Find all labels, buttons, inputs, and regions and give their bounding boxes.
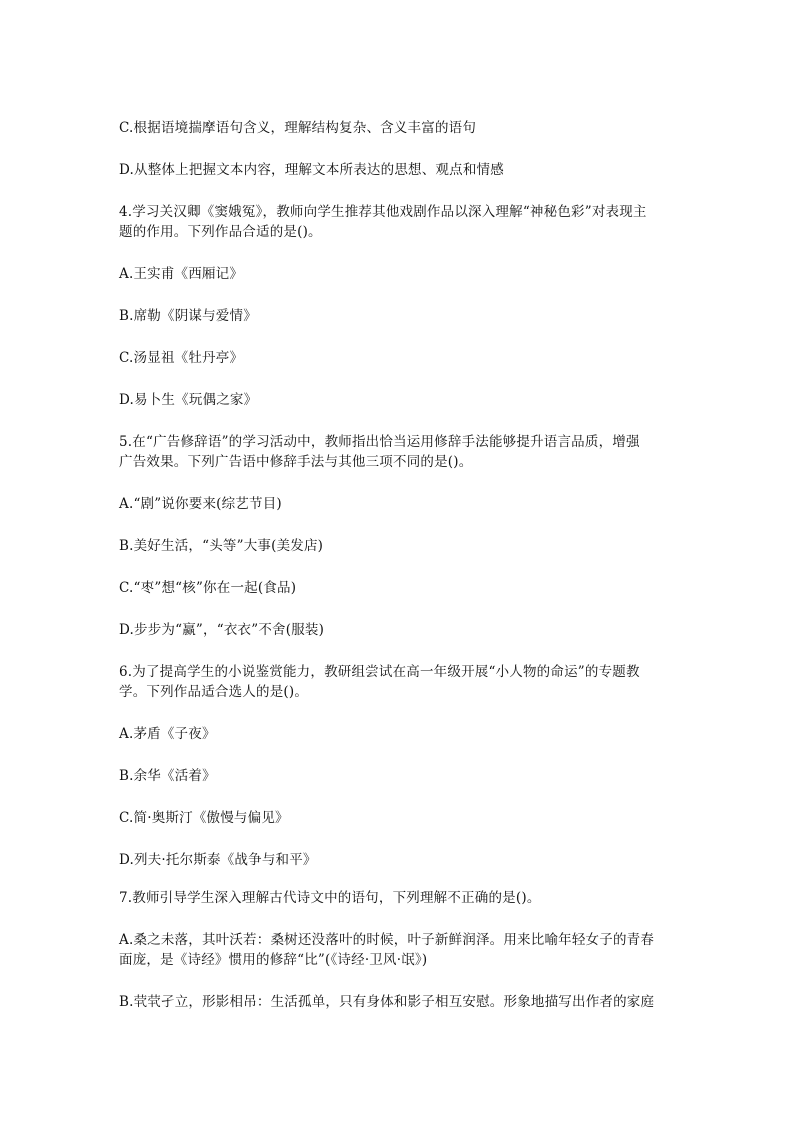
option-a-q4: A.王实甫《西厢记》 [119, 266, 244, 282]
option-d-q4: D.易卜生《玩偶之家》 [119, 392, 258, 408]
question-5-line-1: 5.在“广告修辞语”的学习活动中，教师指出恰当运用修辞手法能够提升语言品质，增强 [119, 434, 640, 450]
option-c-q3: C.根据语境揣摩语句含义，理解结构复杂、含义丰富的语句 [119, 120, 477, 136]
option-a-q7-line-1: A.桑之未落，其叶沃若：桑树还没落叶的时候，叶子新鲜润泽。用来比喻年轻女子的青春 [119, 932, 655, 948]
question-7: 7.教师引导学生深入理解古代诗文中的语句，下列理解不正确的是()。 [119, 890, 541, 906]
question-6-line-1: 6.为了提高学生的小说鉴赏能力，教研组尝试在高一年级开展“小人物的命运”的专题教 [119, 664, 640, 680]
option-d-q3: D.从整体上把握文本内容，理解文本所表达的思想、观点和情感 [119, 162, 504, 178]
option-a-q6: A.茅盾《子夜》 [119, 726, 216, 742]
option-b-q7-line-1: B.茕茕孑立，形影相吊：生活孤单，只有身体和影子相互安慰。形象地描写出作者的家庭 [119, 994, 655, 1010]
question-4-line-1: 4.学习关汉卿《窦娥冤》，教师向学生推荐其他戏剧作品以深入理解“神秘色彩”对表现主 [119, 204, 647, 220]
option-a-q7-line-2: 面庞，是《诗经》惯用的修辞“比”(《诗经·卫风·氓》) [119, 952, 428, 968]
option-a-q5: A.“剧”说你要来(综艺节目) [119, 496, 282, 512]
question-4-line-2: 题的作用。下列作品合适的是()。 [119, 224, 322, 240]
option-b-q4: B.席勒《阴谋与爱情》 [119, 308, 257, 324]
option-b-q6: B.余华《活着》 [119, 768, 216, 784]
question-6-line-2: 学。下列作品适合选人的是()。 [119, 684, 309, 700]
option-d-q6: D.列夫·托尔斯泰《战争与和平》 [119, 852, 317, 868]
option-c-q5: C.“枣”想“核”你在一起(食品) [119, 580, 297, 596]
question-5-line-2: 广告效果。下列广告语中修辞手法与其他三项不同的是()。 [119, 454, 473, 470]
option-b-q5: B.美好生活，“头等”大事(美发店) [119, 538, 324, 554]
option-c-q4: C.汤显祖《牡丹亭》 [119, 350, 244, 366]
option-d-q5: D.步步为“赢”，“衣衣”不舍(服装) [119, 622, 325, 638]
option-c-q6: C.简·奥斯汀《傲慢与偏见》 [119, 810, 289, 826]
